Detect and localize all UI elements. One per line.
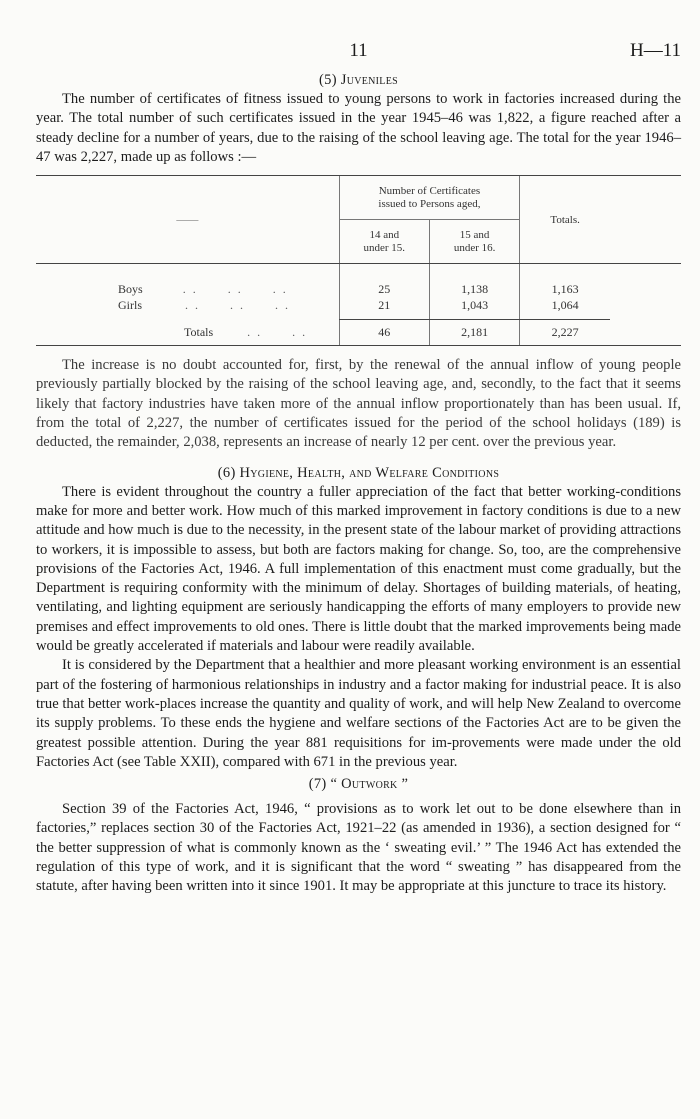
- cell-value: 46: [339, 320, 429, 346]
- cell-value: 2,227: [520, 320, 610, 346]
- col-header-14-15: 14 and under 15.: [339, 220, 429, 264]
- certificates-table: [36, 175, 681, 346]
- page-number: 11: [349, 40, 368, 61]
- section-title: Hygiene, Health, and Welfare Conditions: [239, 464, 500, 481]
- row-label: Girls: [118, 298, 142, 313]
- cell-value: 21: [339, 298, 429, 314]
- group-header: Number of Certificates issued to Persons aged,: [339, 176, 520, 220]
- row-label: Totals: [184, 324, 214, 339]
- document-page: [36, 40, 681, 897]
- section-number: (5): [319, 72, 341, 88]
- cell-value: 1,163: [520, 282, 610, 298]
- paragraph: There is evident throughout the country a fuller appreciation of the fact that better working-conditions make for more and better work. How much of this marked improvement in factory conditions is due to a new attitude and how much is due to the necessity, in the present state of the labour market of providing attractions to workers, it is impossible to assess, but both are factors making for change. So, too, are the comprehensive provisions of the Factories Act, 1946. A full implementation of this enactment must come gradually, but the Department is requiring conformity with the minimum of delay. Shortages of building materials, of heating, ventilating, and lighting equipment are seriously handicapping the efforts of many employers to provide new premises and effect improvements to old ones. There is little doubt that the marked improvements being made would be greatly accelerated if materials and labour were readily available.: [36, 483, 681, 655]
- section-title: Juveniles: [340, 72, 398, 88]
- paragraph: It is considered by the Department that a healthier and more pleasant working environment is an essential part of the fostering of harmonious relationships in industry and a factor making for industrial peace. It is also true that better work-places increase the quantity and quality of work, and will help New Zealand to overcome its supply problems. To these ends the hygiene and welfare sections of the Factories Act are to be given the greatest possible attention. During the year 881 requisitions for im-provements were made under the old Factories Act (see Table XXII), compared with 671 in the previous year.: [36, 657, 681, 770]
- totals-header: Totals.: [520, 176, 610, 264]
- section-heading-outwork: [36, 774, 681, 794]
- row-label: Boys: [118, 282, 143, 297]
- cell-value: 2,181: [429, 320, 519, 346]
- paragraph: The number of certificates of fitness issued to young persons to work in factories increased during the year. The total number of such certificates issued in the year 1945–46 was 1,822, a figure reached after a steady decline for a number of years, due to the raising of the school leaving age. The total for the year 1946–47 was 2,227, made up as follows :—: [36, 91, 681, 165]
- paragraph: The increase is no doubt accounted for, first, by the renewal of the annual inflow of young people previously partially blocked by the raising of the school leaving age, and, secondly, to the fact that it seems likely that factory industries have taken more of the annual inflow proportionately than has been usual. If, from the total of 2,227, the number of certificates issued for the period of the school holidays (189) is deducted, the remainder, 2,038, represents an increase of nearly 12 per cent. over the previous year.: [36, 357, 681, 451]
- cell-value: 25: [339, 282, 429, 298]
- table-row: Girls . . . . . . 21 1,043 1,064: [36, 298, 681, 314]
- document-reference: H—11: [629, 40, 681, 61]
- col-header-15-16: 15 and under 16.: [429, 220, 519, 264]
- paragraph: Section 39 of the Factories Act, 1946, “ provisions as to work let out to be done elsewhere than in factories,” replaces section 30 of the Factories Act, 1921–22 (as amended in 1936), a section designed for “ the better suppression of what is commonly known as the ‘ sweating evil.’ ” The 1946 Act has extended the regulation of this type of work, and it is significant that the word “ sweating ” has disappeared from the statute, after having been written into it since 1901. It may be appropriate at this juncture to trace its history.: [36, 801, 681, 895]
- cell-value: 1,138: [429, 282, 519, 298]
- section-heading-hygiene: [36, 463, 681, 483]
- stub-header: ——: [36, 176, 339, 264]
- section-title: “ Outwork ”: [330, 776, 409, 793]
- page-header: [36, 40, 681, 66]
- section-number: (6): [217, 464, 240, 481]
- table-row: Boys . . . . . . 25 1,138 1,163: [36, 282, 681, 298]
- table-totals-row: Totals . . . . 46 2,181 2,227: [36, 320, 681, 346]
- section-number: (7): [308, 776, 331, 793]
- cell-value: 1,064: [520, 298, 610, 314]
- section-heading-juveniles: [36, 70, 681, 90]
- cell-value: 1,043: [429, 298, 519, 314]
